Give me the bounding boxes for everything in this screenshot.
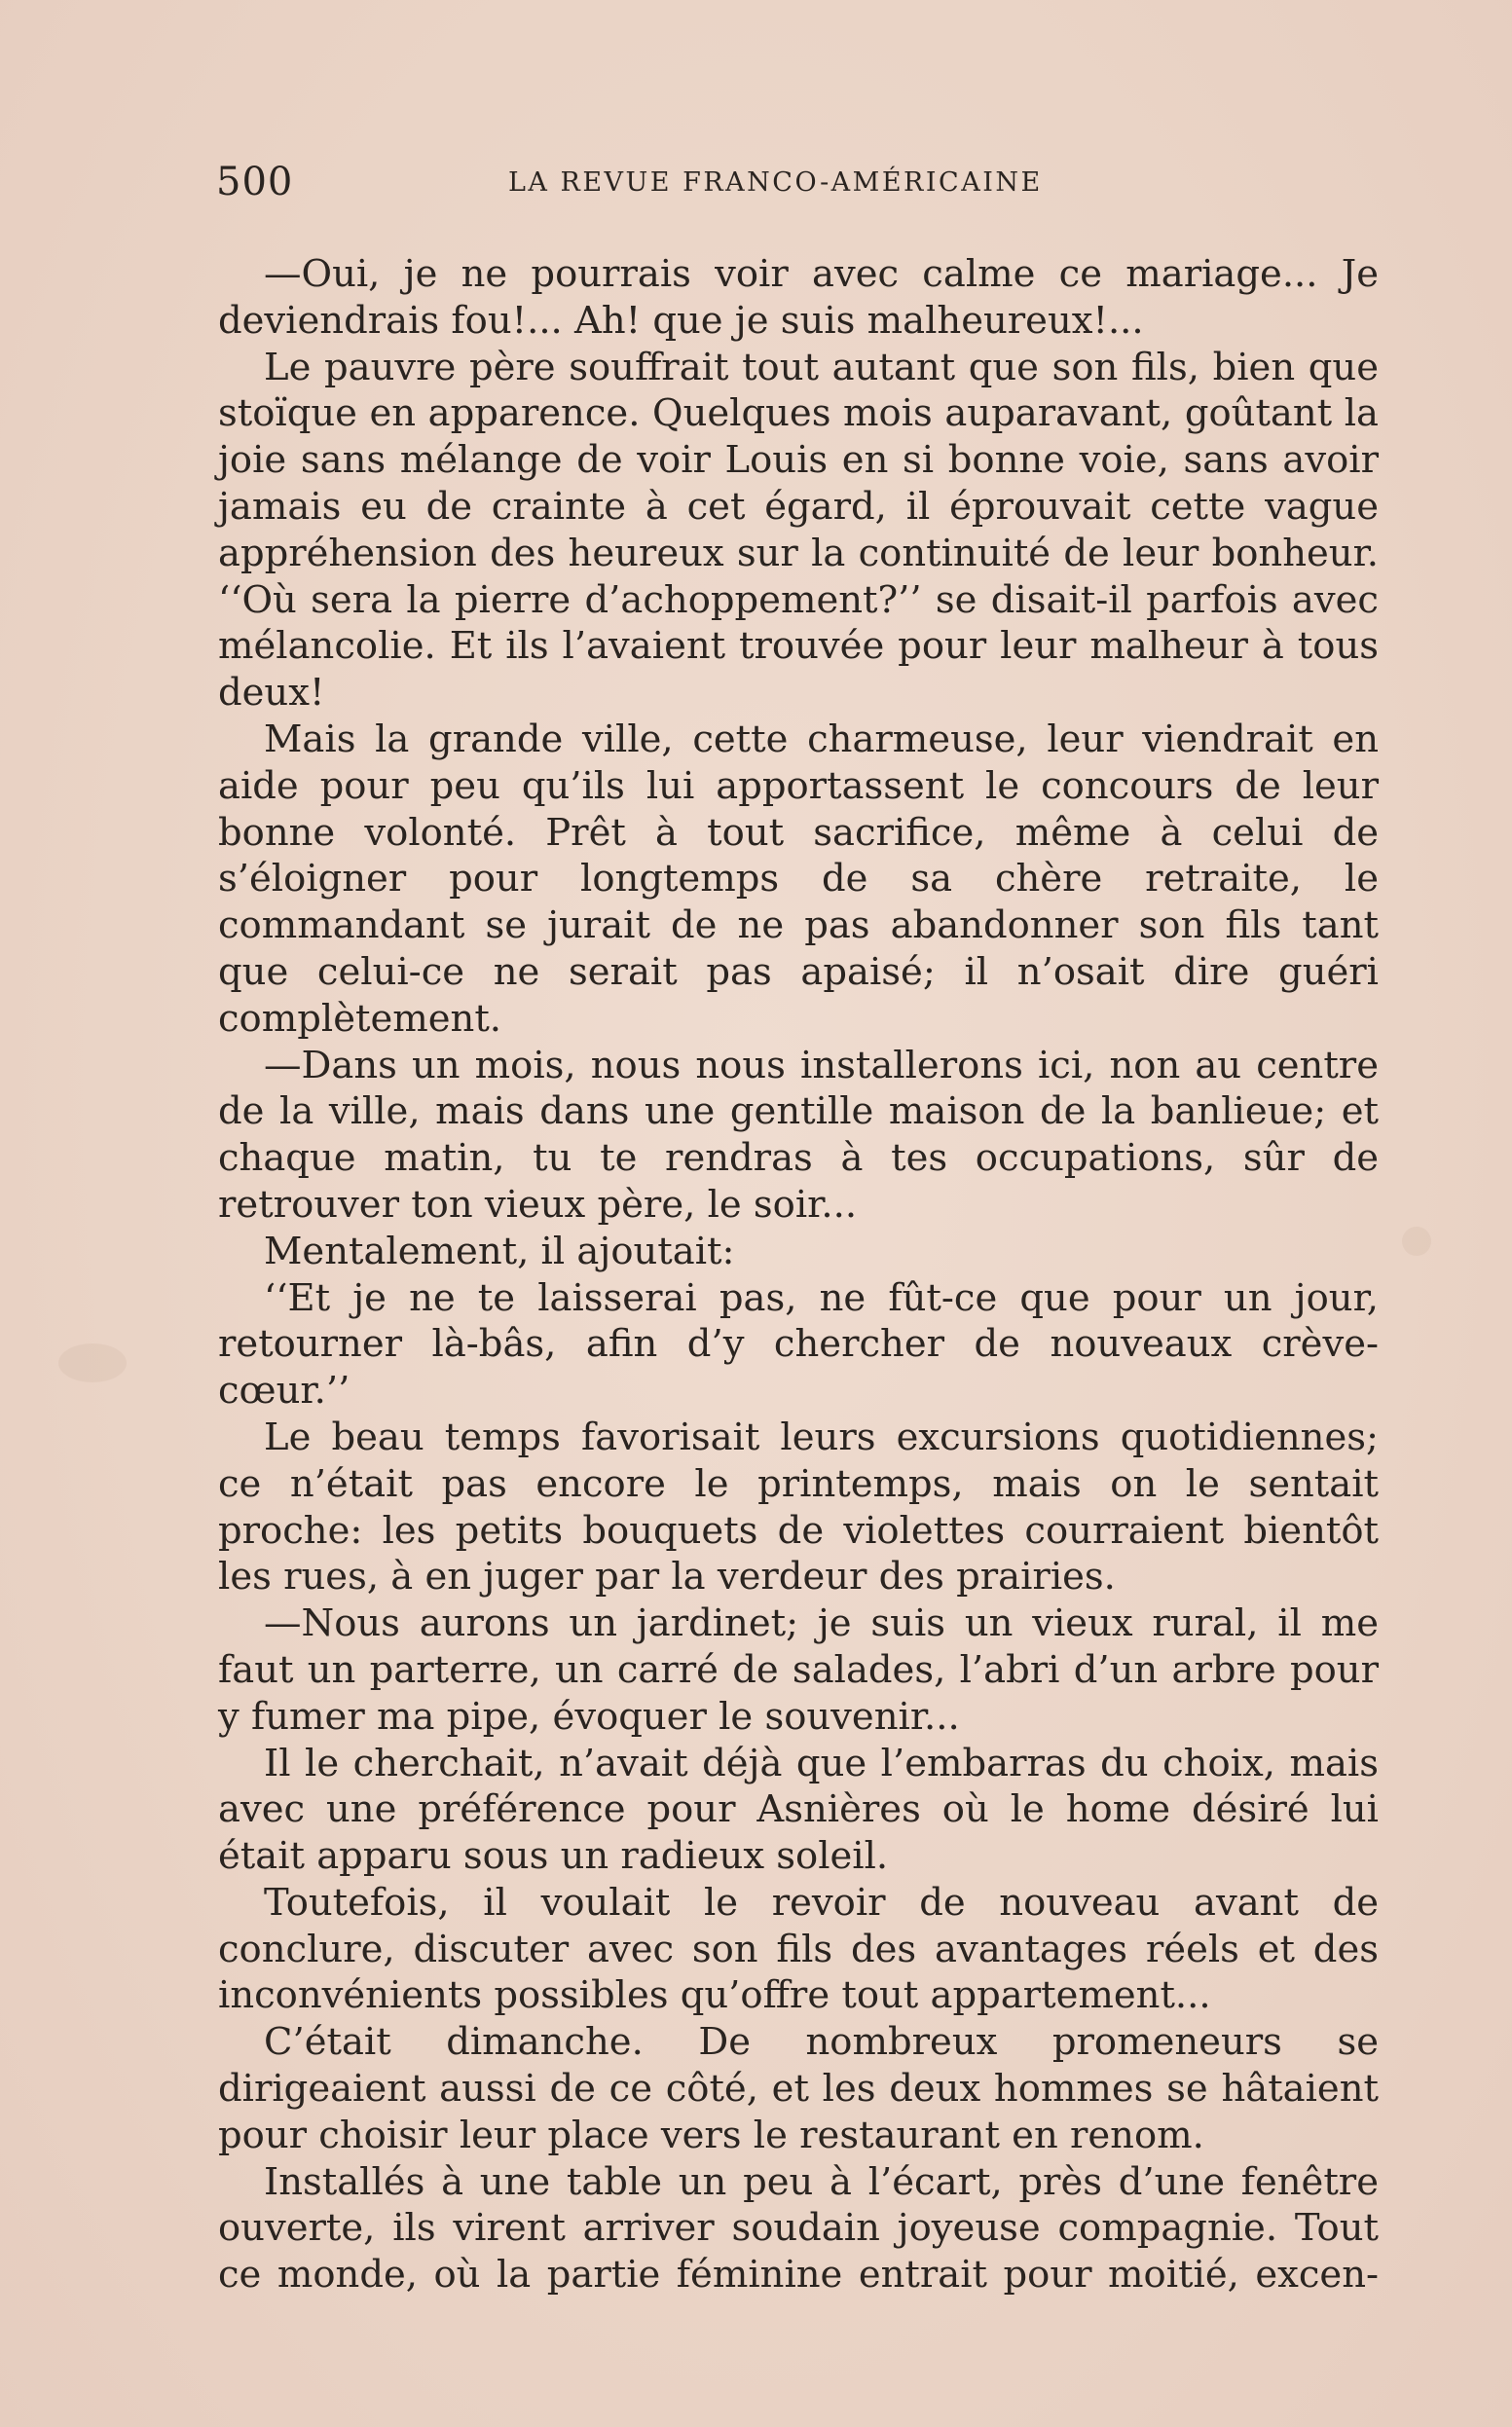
paragraph: Le pauvre père souffrait tout autant que son fils, bien que stoïque en apparence. Quelques mois auparavant, goûtant la joie sans mélange de voir Louis en si bonne voie, sans avoir jamais eu de crainte à cet égard, il éprouvait cette vague appréhension des heureux sur la continuité de leur bonheur. ‘‘Où sera la pierre d’achoppement?’’ se disait-il parfois avec mélancolie. Et ils l’avaient trouvée pour leur malheur à tous deux! <box>218 345 1379 716</box>
paragraph: Toutefois, il voulait le revoir de nouveau avant de conclure, discuter avec son fils des avantages réels et des inconvénients possibles qu’offre tout appartement... <box>218 1880 1379 2018</box>
page-number: 500 <box>216 160 294 204</box>
paper-stain <box>1402 1227 1431 1256</box>
paragraph: Il le cherchait, n’avait déjà que l’embarras du choix, mais avec une préférence pour Asnières où le home désiré lui était apparu sous un radieux soleil. <box>218 1741 1379 1879</box>
paragraph: Installés à une table un peu à l’écart, près d’une fenêtre ouverte, ils virent arriver soudain joyeuse compagnie. Tout ce monde, où la partie féminine entrait pour moitié, excen- <box>218 2159 1379 2298</box>
paragraph: ‘‘Et je ne te laisserai pas, ne fût-ce que pour un jour, retourner là-bâs, afin d’y chercher de nouveaux crève-cœur.’’ <box>218 1275 1379 1414</box>
paragraph: Mentalement, il ajoutait: <box>264 1229 735 1273</box>
paper-stain <box>58 1343 127 1382</box>
running-head <box>216 158 1380 206</box>
paragraph: —Dans un mois, nous nous installerons ici, non au centre de la ville, mais dans une gentille maison de la banlieue; et chaque matin, tu te rendras à tes occupations, sûr de retrouver ton vieux père, le soir... <box>218 1043 1379 1227</box>
paragraph: —Oui, je ne pourrais voir avec calme ce mariage... Je deviendrais fou!... Ah! que je suis malheureux!... <box>218 252 1379 343</box>
journal-title: LA REVUE FRANCO-AMÉRICAINE <box>508 167 1043 198</box>
paragraph: Mais la grande ville, cette charmeuse, leur viendrait en aide pour peu qu’ils lui apportassent le concours de leur bonne volonté. Prêt à tout sacrifice, même à celui de s’éloigner pour longtemps de sa chère retraite, le commandant se jurait de ne pas abandonner son fils tant que celui-ce ne serait pas apaisé; il n’osait dire guéri complètement. <box>218 717 1379 1041</box>
paragraph: C’était dimanche. De nombreux promeneurs se dirigeaient aussi de ce côté, et les deux hommes se hâtaient pour choisir leur place vers le restaurant en renom. <box>218 2020 1379 2157</box>
paragraph: Le beau temps favorisait leurs excursions quotidiennes; ce n’était pas encore le printemps, mais on le sentait proche: les petits bouquets de violettes courraient bientôt les rues, à en juger par la verdeur des prairies. <box>218 1415 1379 1600</box>
body-text <box>218 251 1379 2298</box>
paragraph: —Nous aurons un jardinet; je suis un vieux rural, il me faut un parterre, un carré de salades, l’abri d’un arbre pour y fumer ma pipe, évoquer le souvenir... <box>218 1601 1379 1739</box>
